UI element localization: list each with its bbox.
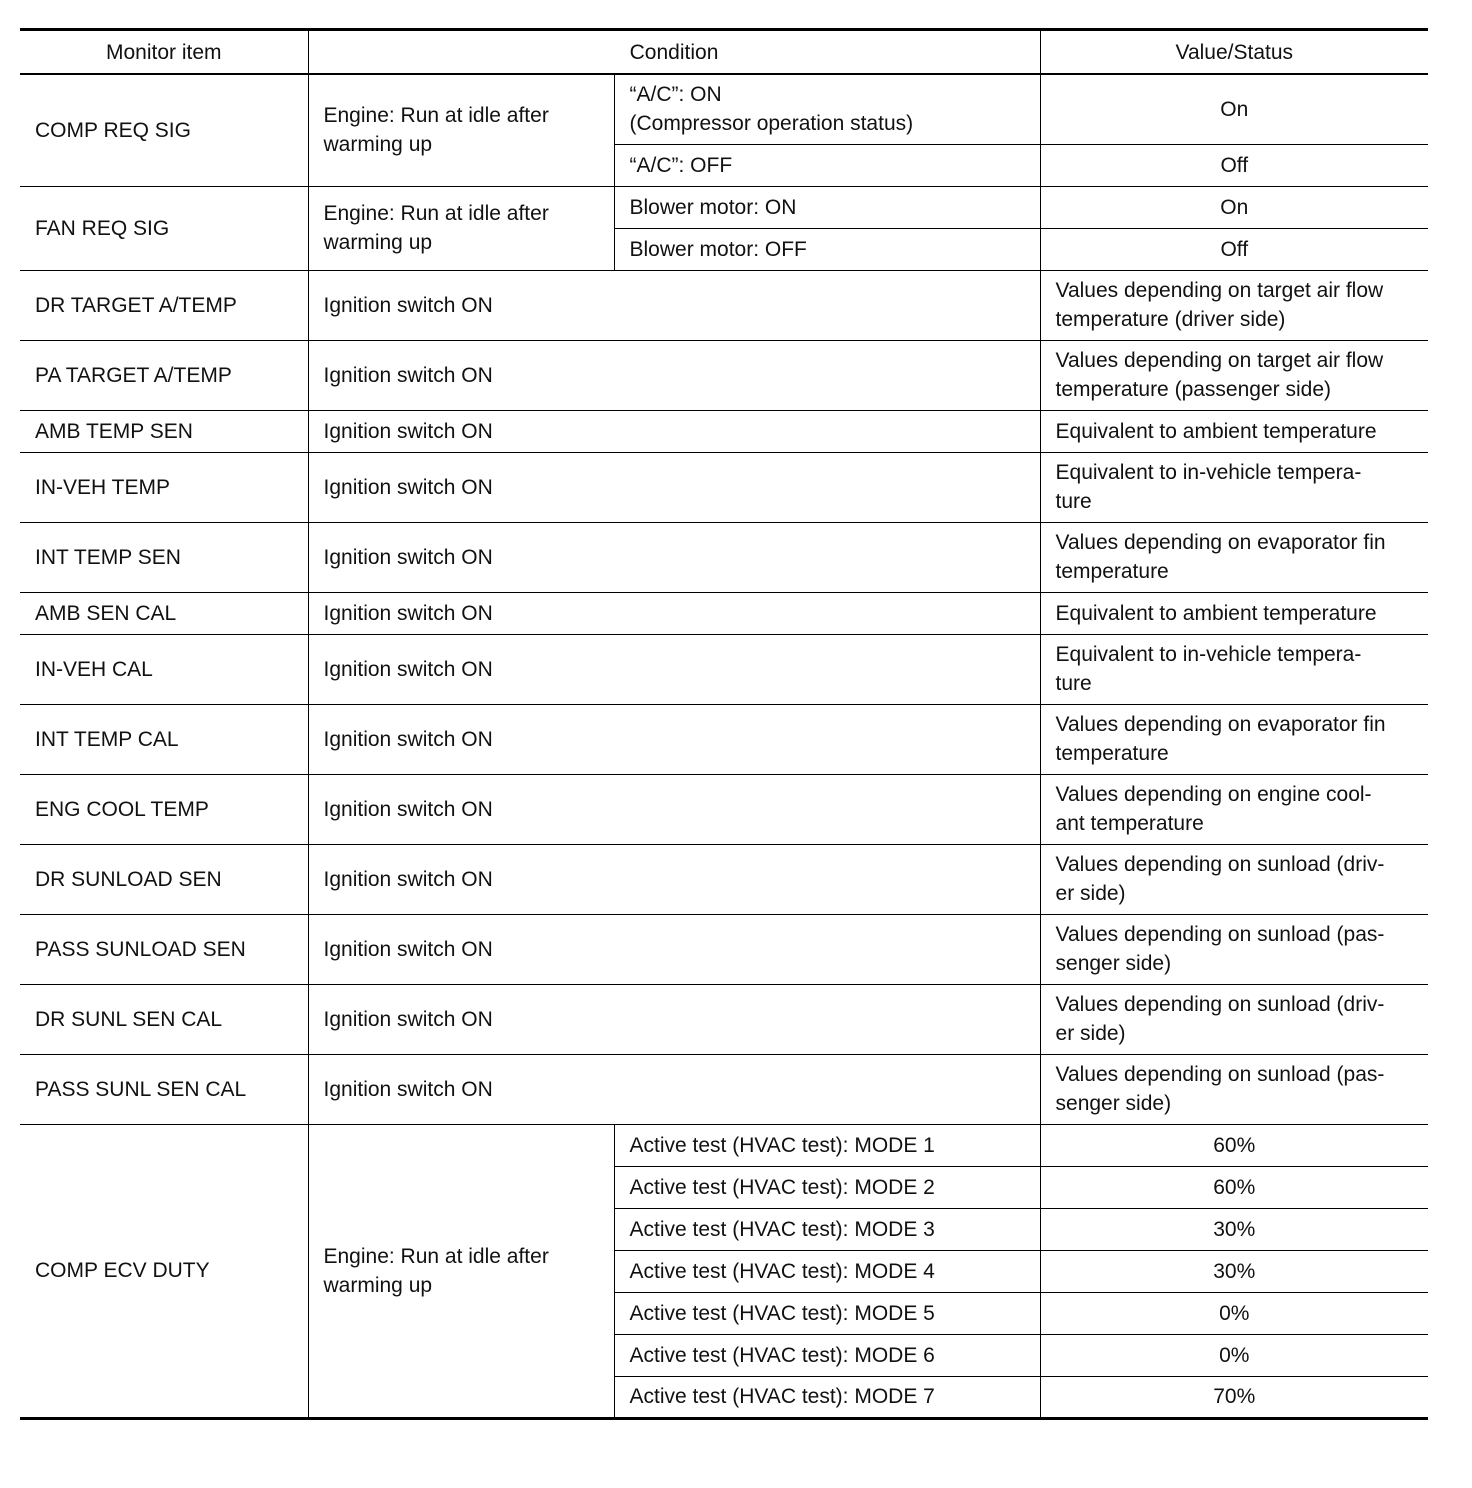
condition-cell: Ignition switch ON — [308, 270, 1040, 340]
table-row — [20, 452, 1428, 522]
monitor-item-cell: PASS SUNL SEN CAL — [20, 1054, 308, 1124]
table-row — [20, 186, 1428, 228]
value-line: Values depending on evaporator fin — [1055, 713, 1386, 736]
monitor-item-cell: COMP ECV DUTY — [20, 1124, 308, 1418]
value-line: Values depending on target air flow — [1055, 279, 1384, 302]
monitor-item-cell: AMB TEMP SEN — [20, 410, 308, 452]
value-cell: 0% — [1040, 1334, 1428, 1376]
table-row — [20, 704, 1428, 774]
condition-line: warming up — [323, 1273, 433, 1297]
value-line: Values depending on sunload (pas- — [1055, 923, 1385, 946]
table-row — [20, 340, 1428, 410]
monitor-item-cell: DR SUNLOAD SEN — [20, 844, 308, 914]
sub-condition-cell: Active test (HVAC test): MODE 5 — [614, 1292, 1040, 1334]
monitor-item-cell: IN-VEH CAL — [20, 634, 308, 704]
monitor-item-cell: IN-VEH TEMP — [20, 452, 308, 522]
monitor-item-cell: COMP REQ SIG — [20, 74, 308, 186]
condition-cell — [308, 74, 614, 186]
condition-line: warming up — [323, 133, 433, 157]
ecv-rows — [20, 1124, 1428, 1418]
header-row — [20, 30, 1428, 75]
value-line: Values depending on evaporator fin — [1055, 531, 1386, 554]
value-line: Values depending on sunload (driv- — [1055, 853, 1385, 876]
value-cell: 0% — [1040, 1292, 1428, 1334]
header-condition: Condition — [308, 30, 1040, 75]
table-row — [20, 1054, 1428, 1124]
value-line: Equivalent to in-vehicle tempera- — [1055, 461, 1362, 484]
monitor-item-cell: AMB SEN CAL — [20, 592, 308, 634]
value-cell — [1040, 452, 1428, 522]
value-cell — [1040, 774, 1428, 844]
value-cell — [1040, 340, 1428, 410]
value-line: senger side) — [1055, 1092, 1172, 1115]
monitor-item-cell: INT TEMP SEN — [20, 522, 308, 592]
value-line: Values depending on sunload (driv- — [1055, 993, 1385, 1016]
value-cell: 60% — [1040, 1124, 1428, 1166]
condition-cell: Ignition switch ON — [308, 984, 1040, 1054]
table-row — [20, 844, 1428, 914]
simple-rows — [20, 270, 1428, 1124]
sub-condition-line: (Compressor operation status) — [629, 112, 914, 136]
sub-condition-cell: Active test (HVAC test): MODE 6 — [614, 1334, 1040, 1376]
value-cell — [1040, 1054, 1428, 1124]
value-cell — [1040, 592, 1428, 634]
condition-cell: Ignition switch ON — [308, 522, 1040, 592]
value-cell — [1040, 844, 1428, 914]
value-line: ture — [1055, 490, 1092, 513]
value-line: Values depending on target air flow — [1055, 349, 1384, 372]
condition-cell: Ignition switch ON — [308, 592, 1040, 634]
condition-line: Engine: Run at idle after — [323, 1244, 549, 1268]
value-line: ture — [1055, 672, 1092, 695]
value-line: temperature — [1055, 560, 1169, 583]
table-row — [20, 1124, 1428, 1166]
value-cell: On — [1040, 74, 1428, 144]
sub-condition-cell: Active test (HVAC test): MODE 3 — [614, 1208, 1040, 1250]
value-cell: Off — [1040, 144, 1428, 186]
condition-cell: Ignition switch ON — [308, 704, 1040, 774]
header-monitor-item: Monitor item — [20, 30, 308, 75]
condition-cell — [308, 186, 614, 270]
value-line: temperature — [1055, 742, 1169, 765]
monitor-item-cell: DR SUNL SEN CAL — [20, 984, 308, 1054]
monitor-item-table — [20, 28, 1428, 1420]
value-cell: Off — [1040, 228, 1428, 270]
table-row — [20, 634, 1428, 704]
value-cell — [1040, 704, 1428, 774]
monitor-item-cell: INT TEMP CAL — [20, 704, 308, 774]
condition-cell: Ignition switch ON — [308, 452, 1040, 522]
condition-line: warming up — [323, 231, 433, 254]
value-cell: 30% — [1040, 1208, 1428, 1250]
sub-condition-cell: Active test (HVAC test): MODE 1 — [614, 1124, 1040, 1166]
condition-line: Engine: Run at idle after — [323, 202, 549, 225]
monitor-item-cell: PASS SUNLOAD SEN — [20, 914, 308, 984]
value-line: Values depending on engine cool- — [1055, 783, 1372, 806]
value-line: senger side) — [1055, 952, 1172, 975]
value-cell — [1040, 522, 1428, 592]
condition-line: Engine: Run at idle after — [323, 104, 549, 128]
condition-cell: Ignition switch ON — [308, 634, 1040, 704]
table-row — [20, 74, 1428, 144]
value-cell: 60% — [1040, 1166, 1428, 1208]
value-cell: 70% — [1040, 1376, 1428, 1418]
value-cell — [1040, 634, 1428, 704]
monitor-item-cell: PA TARGET A/TEMP — [20, 340, 308, 410]
value-line: er side) — [1055, 882, 1126, 905]
monitor-item-cell: ENG COOL TEMP — [20, 774, 308, 844]
sub-condition-cell — [614, 74, 1040, 144]
condition-cell: Ignition switch ON — [308, 914, 1040, 984]
table-row — [20, 522, 1428, 592]
table-row — [20, 914, 1428, 984]
condition-cell — [308, 1124, 614, 1418]
monitor-item-cell: DR TARGET A/TEMP — [20, 270, 308, 340]
condition-cell: Ignition switch ON — [308, 340, 1040, 410]
value-cell — [1040, 914, 1428, 984]
sub-condition-line: “A/C”: ON — [629, 83, 722, 107]
table-row — [20, 410, 1428, 452]
value-line: temperature (driver side) — [1055, 308, 1286, 331]
value-line: Equivalent to in-vehicle tempera- — [1055, 643, 1362, 666]
condition-cell: Ignition switch ON — [308, 774, 1040, 844]
value-line: temperature (passenger side) — [1055, 378, 1331, 401]
condition-cell: Ignition switch ON — [308, 1054, 1040, 1124]
header-value-status: Value/Status — [1040, 30, 1428, 75]
value-line: Values depending on sunload (pas- — [1055, 1063, 1385, 1086]
value-cell: On — [1040, 186, 1428, 228]
value-cell — [1040, 984, 1428, 1054]
value-line: er side) — [1055, 1022, 1126, 1045]
table-row — [20, 592, 1428, 634]
sub-condition-cell: Blower motor: OFF — [614, 228, 1040, 270]
sub-condition-cell: Active test (HVAC test): MODE 4 — [614, 1250, 1040, 1292]
value-line: ant temperature — [1055, 812, 1204, 835]
sub-condition-cell: “A/C”: OFF — [614, 144, 1040, 186]
value-cell — [1040, 270, 1428, 340]
value-line: Equivalent to ambient temperature — [1055, 601, 1377, 625]
table-row — [20, 270, 1428, 340]
value-line: Equivalent to ambient temperature — [1055, 419, 1377, 443]
table-row — [20, 984, 1428, 1054]
value-cell: 30% — [1040, 1250, 1428, 1292]
value-cell — [1040, 410, 1428, 452]
monitor-item-cell: FAN REQ SIG — [20, 186, 308, 270]
condition-cell: Ignition switch ON — [308, 410, 1040, 452]
condition-cell: Ignition switch ON — [308, 844, 1040, 914]
sub-condition-cell: Active test (HVAC test): MODE 2 — [614, 1166, 1040, 1208]
sub-condition-cell: Active test (HVAC test): MODE 7 — [614, 1376, 1040, 1418]
sub-condition-cell: Blower motor: ON — [614, 186, 1040, 228]
table-row — [20, 774, 1428, 844]
